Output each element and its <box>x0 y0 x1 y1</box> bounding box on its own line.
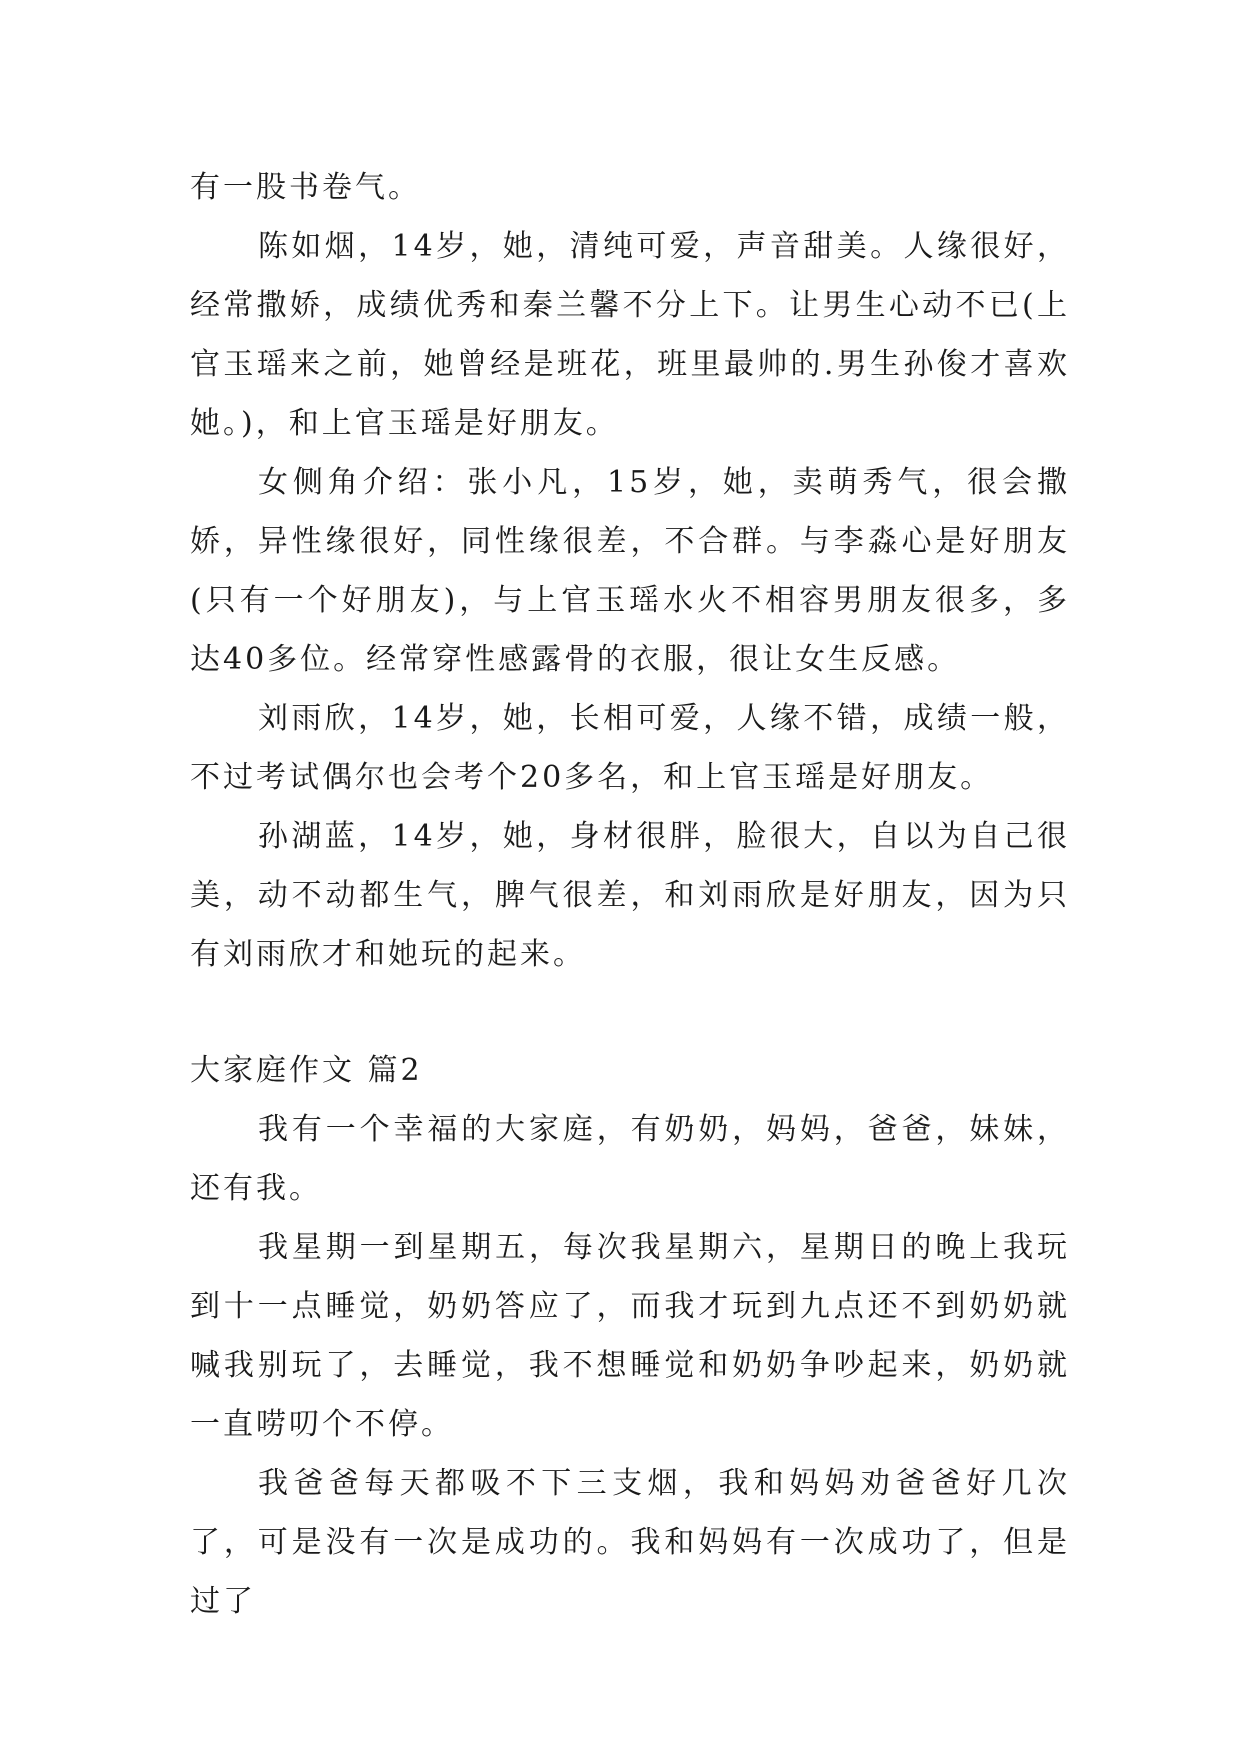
paragraph-smoking: 我爸爸每天都吸不下三支烟，我和妈妈劝爸爸好几次了，可是没有一次是成功的。我和妈妈有一次成功了，但是过了 <box>190 1466 1070 1619</box>
document-body <box>190 158 1070 1631</box>
section-title: 大家庭作文 篇2 <box>190 1053 423 1088</box>
paragraph-sun-hulan: 孙湖蓝，14岁，她，身材很胖，脸很大，自以为自己很美，动不动都生气，脾气很差，和刘雨欣是好朋友，因为只有刘雨欣才和她玩的起来。 <box>190 819 1070 972</box>
paragraph-chen-ruyan: 陈如烟，14岁，她，清纯可爱，声音甜美。人缘很好，经常撒娇，成绩优秀和秦兰馨不分上下。让男生心动不已(上官玉瑶来之前，她曾经是班花，班里最帅的.男生孙俊才喜欢她。)，和上官玉瑶是好朋友。 <box>190 229 1070 441</box>
paragraph-family-intro: 我有一个幸福的大家庭，有奶奶，妈妈，爸爸，妹妹，还有我。 <box>190 1112 1070 1206</box>
paragraph-bedtime: 我星期一到星期五，每次我星期六，星期日的晚上我玩到十一点睡觉，奶奶答应了，而我才玩到九点还不到奶奶就喊我别玩了，去睡觉，我不想睡觉和奶奶争吵起来，奶奶就一直唠叨个不停。 <box>190 1230 1070 1442</box>
paragraph-liu-yuxin: 刘雨欣，14岁，她，长相可爱，人缘不错，成绩一般，不过考试偶尔也会考个20多名，和上官玉瑶是好朋友。 <box>190 701 1070 795</box>
paragraph-continuation: 有一股书卷气。 <box>190 170 421 205</box>
paragraph-zhang-xiaofan: 女侧角介绍：张小凡，15岁，她，卖萌秀气，很会撒娇，异性缘很好，同性缘很差，不合群。与李淼心是好朋友(只有一个好朋友)，与上官玉瑶水火不相容男朋友很多，多达40多位。经常穿性感露骨的衣服，很让女生反感。 <box>190 465 1070 677</box>
